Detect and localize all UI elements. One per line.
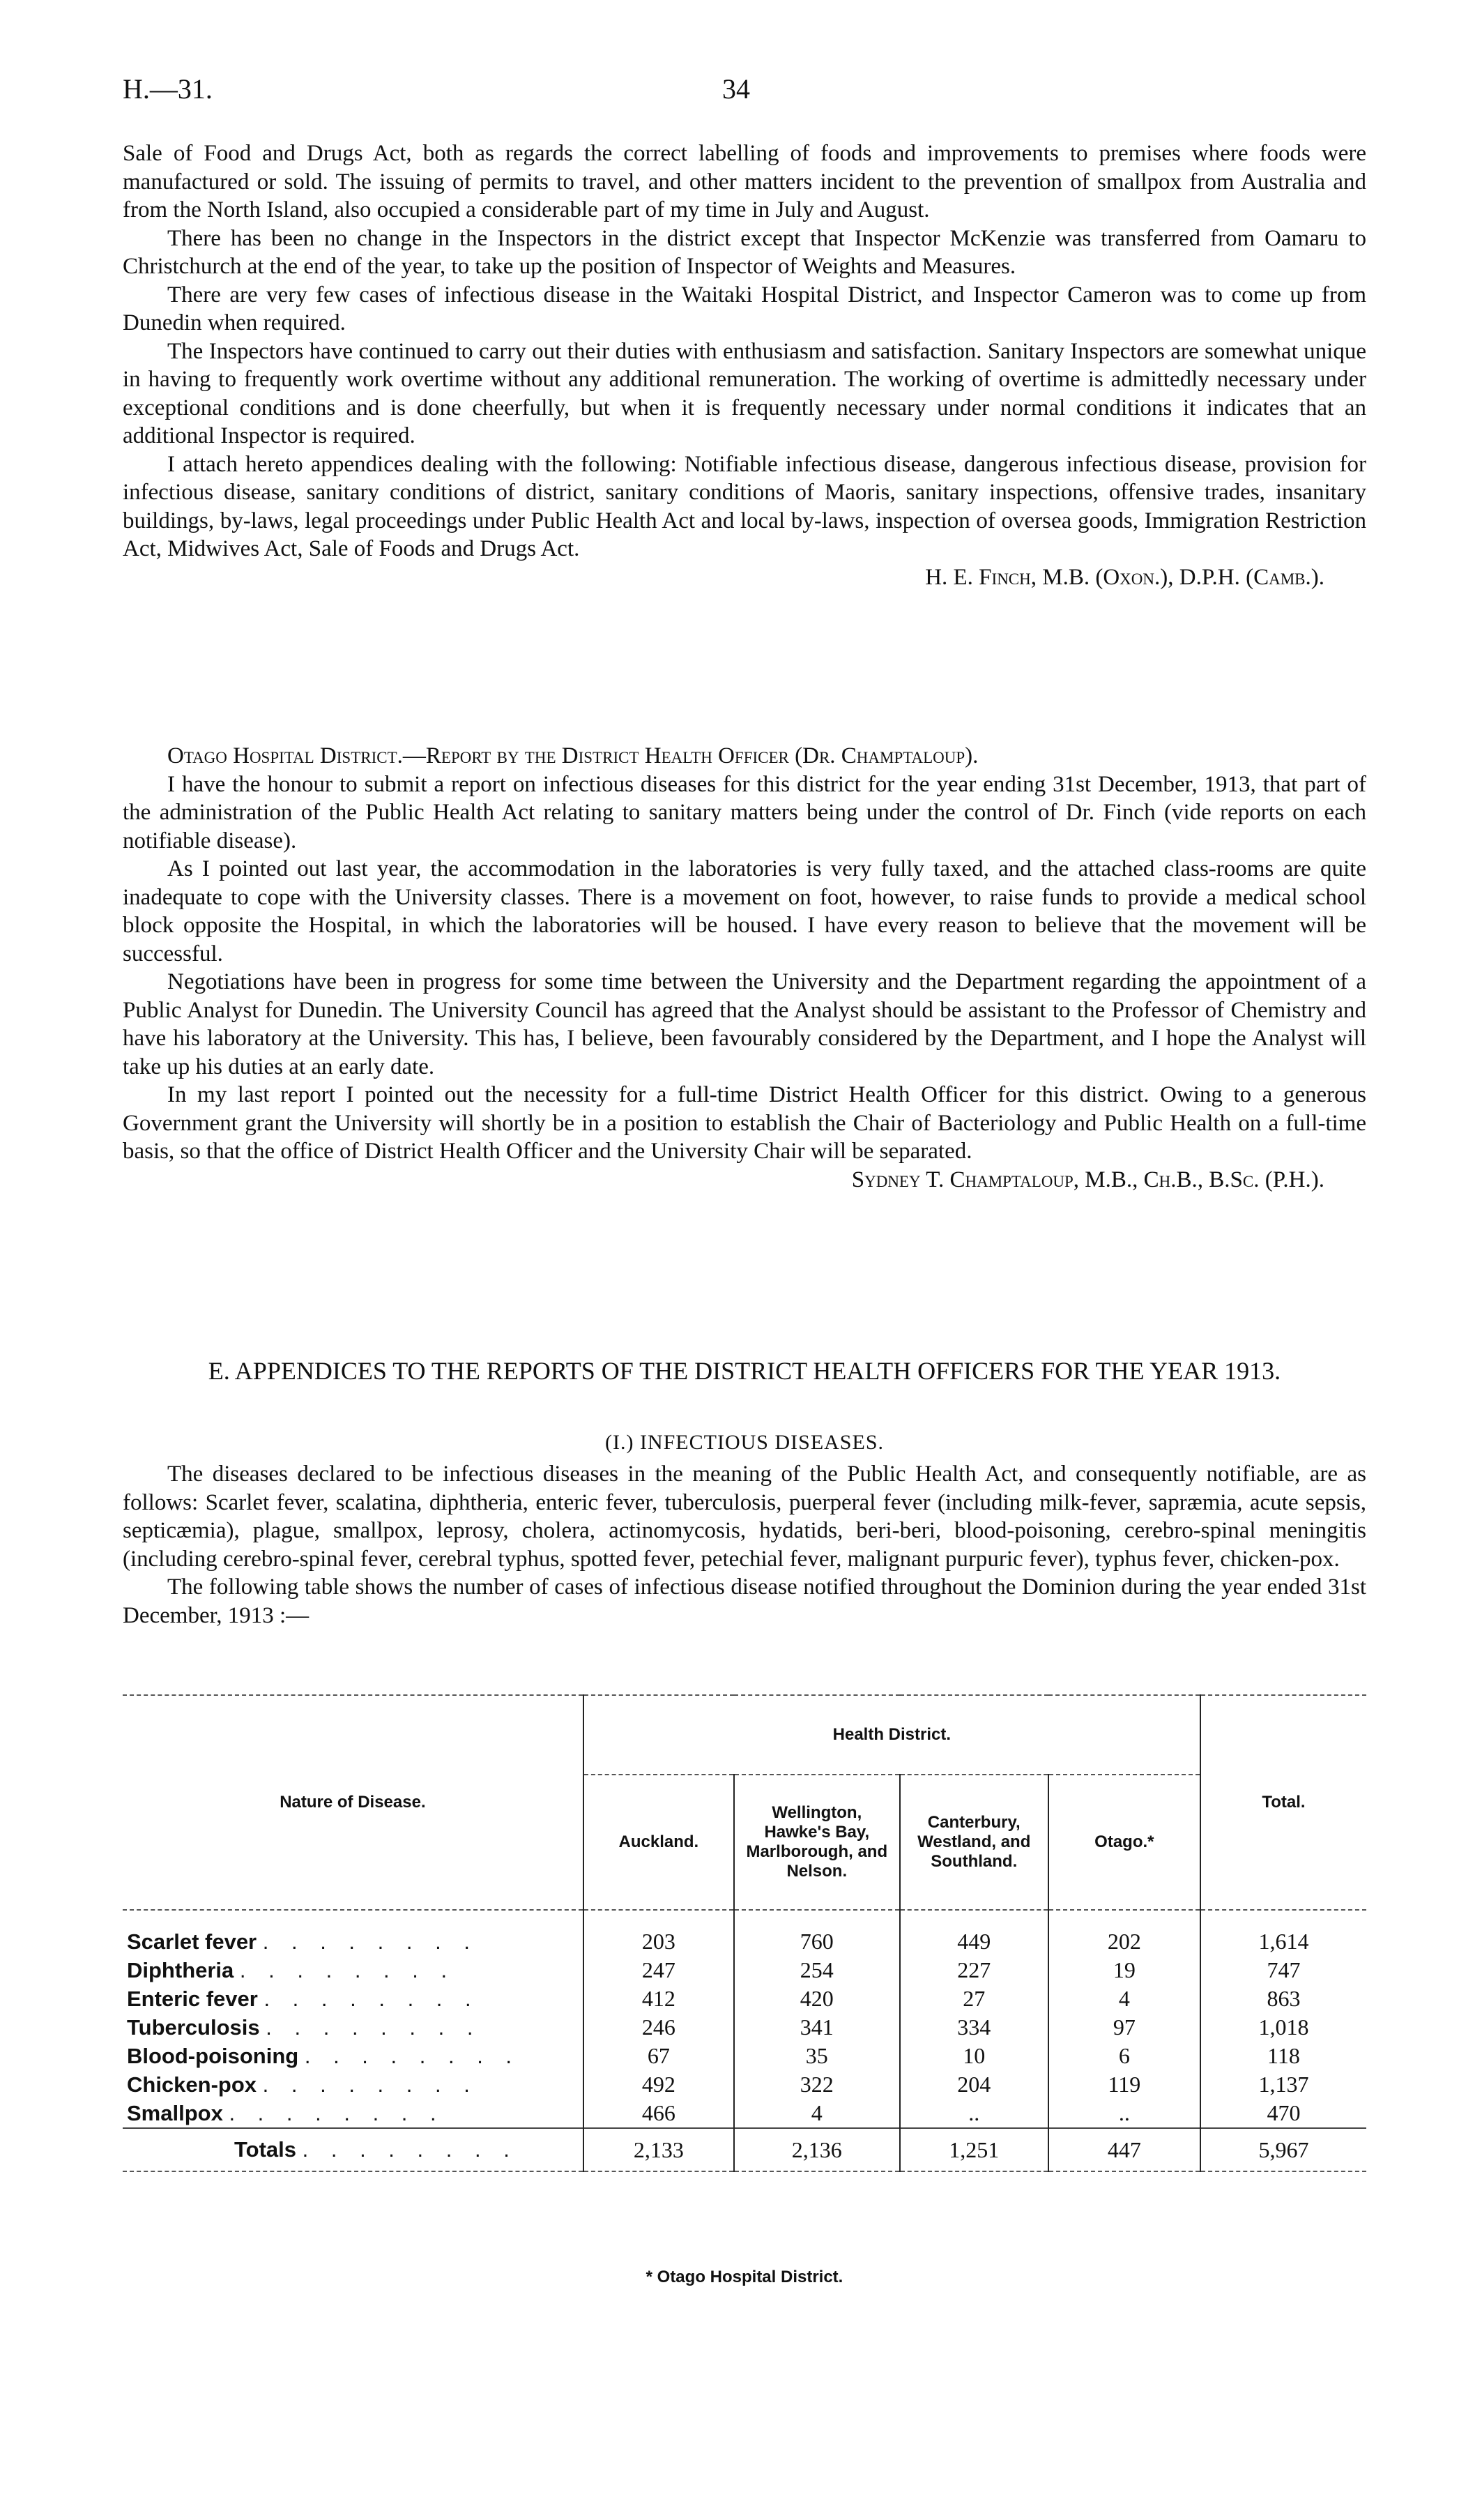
paragraph: In my last report I pointed out the necessity for a full-time District Health Officer for this district. Owing to a generous Government grant the University will shortly be in a position to establish the Chair of Bacteriology and Public Health on a full-time basis, so that the office of District Health Officer and the University Chair will be separated. — [123, 1082, 1366, 1164]
paragraph: Negotiations have been in progress for some time between the University and the Department regarding the appointment of a Public Analyst for Dunedin. The University Council has agreed that the Analyst should be assistant to the Professor of Chemistry and have his laboratory at the University. This has, I believe, been favourably considered by the Department, and I hope the Analyst will take up his duties at an early date. — [123, 969, 1366, 1079]
table-row — [123, 2070, 1366, 2099]
cell-total: 470 — [1200, 2099, 1366, 2128]
cell-canterbury: 27 — [900, 1984, 1048, 2013]
leader-dots: . . . . . . . . — [266, 2015, 482, 2040]
total-otago: 447 — [1048, 2128, 1200, 2171]
col-otago-header: Otago.* — [1048, 1775, 1200, 1910]
cell-total: 747 — [1200, 1956, 1366, 1984]
report-body-top — [123, 139, 1366, 591]
cell-wellington: 322 — [734, 2070, 900, 2099]
table-row — [123, 1927, 1366, 1956]
totals-row — [123, 2128, 1366, 2171]
otago-heading: Otago Hospital District.—Report by the District Health Officer (Dr. Champtaloup). — [167, 743, 979, 768]
table-row — [123, 1984, 1366, 2013]
leader-dots: . . . . . . . . — [229, 2101, 445, 2125]
cell-wellington: 254 — [734, 1956, 900, 1984]
leader-dots: . . . . . . . . — [262, 1929, 478, 1954]
cell-otago: 19 — [1048, 1956, 1200, 1984]
cell-canterbury: 449 — [900, 1927, 1048, 1956]
cell-otago: 4 — [1048, 1984, 1200, 2013]
cell-wellington: 35 — [734, 2042, 900, 2070]
paragraph: I have the honour to submit a report on infectious diseases for this district for the year ending 31st December, 1913, that part of the administration of the Public Health Act relating to sanitary matters being under the control of Dr. Finch (vide reports on each notifiable disease). — [123, 771, 1366, 853]
cell-canterbury: .. — [900, 2099, 1048, 2128]
cell-canterbury: 334 — [900, 2013, 1048, 2042]
cell-auckland: 203 — [583, 1927, 734, 1956]
cell-canterbury: 10 — [900, 2042, 1048, 2070]
cell-otago: 202 — [1048, 1927, 1200, 1956]
cell-otago: 119 — [1048, 2070, 1200, 2099]
cell-auckland: 67 — [583, 2042, 734, 2070]
otago-report — [123, 742, 1366, 1194]
col-auckland-header: Auckland. — [583, 1775, 734, 1910]
paragraph: As I pointed out last year, the accommodation in the laboratories is very fully taxed, and the attached class-rooms are quite inadequate to cope with the University classes. There is a movement on foot, however, to raise funds to provide a medical school block opposite the Hospital, in which the laboratories will be housed. I have every reason to believe that the movement will be successful. — [123, 856, 1366, 966]
paragraph: The diseases declared to be infectious diseases in the meaning of the Public Health Act, and consequently notifiable, are as follows: Scarlet fever, scalatina, diphtheria, enteric fever, tuberculosis, puerperal fever (including milk-fever, sapræmia, acute sepsis, septicæmia), plague, smallpox, leprosy, cholera, actinomycosis, hydatids, beri-beri, blood-poisoning, cerebro-spinal meningitis (including cerebro-spinal fever, cerebral typhus, spotted fever, petechial fever, malignant purpuric fever), typhus fever, chicken-pox. — [123, 1462, 1366, 1572]
appendix-title: E. APPENDICES TO THE REPORTS OF THE DISTRICT HEALTH OFFICERS FOR THE YEAR 1913. — [208, 1357, 1281, 1385]
col-nature-header: Nature of Disease. — [280, 1793, 426, 1812]
table-row — [123, 2042, 1366, 2070]
disease-name: Enteric fever — [127, 1987, 258, 2011]
total-canterbury: 1,251 — [900, 2128, 1048, 2171]
group-header-health-district: Health District. — [583, 1695, 1200, 1775]
appendix-body — [123, 1460, 1366, 1630]
appendix-subtitle: (I.) INFECTIOUS DISEASES. — [605, 1431, 884, 1454]
cell-auckland: 412 — [583, 1984, 734, 2013]
cell-total: 118 — [1200, 2042, 1366, 2070]
cell-auckland: 466 — [583, 2099, 734, 2128]
table-row — [123, 2099, 1366, 2128]
paragraph: There has been no change in the Inspectors in the district except that Inspector McKenzie was transferred from Oamaru to Christchurch at the end of the year, to take up the position of Inspector of Weights and Measures. — [123, 225, 1366, 279]
leader-dots: . . . . . . . . — [262, 2072, 478, 2097]
table-footnote: * Otago Hospital District. — [645, 2268, 843, 2286]
infectious-disease-table — [123, 1694, 1366, 2172]
report-code: H.—31. — [123, 73, 213, 105]
totals-label: Totals — [234, 2137, 296, 2162]
disease-name: Chicken-pox — [127, 2072, 257, 2097]
disease-name: Smallpox — [127, 2101, 223, 2125]
cell-canterbury: 204 — [900, 2070, 1048, 2099]
cell-auckland: 492 — [583, 2070, 734, 2099]
table-row — [123, 2013, 1366, 2042]
leader-dots: . . . . . . . . — [304, 2044, 521, 2068]
page-header — [123, 73, 1366, 114]
cell-total: 1,614 — [1200, 1927, 1366, 1956]
disease-name: Blood-poisoning — [127, 2044, 299, 2068]
leader-dots: . . . . . . . . — [302, 2137, 518, 2162]
table-header-row — [123, 1695, 1366, 1775]
table-row — [123, 1956, 1366, 1984]
paragraph: There are very few cases of infectious disease in the Waitaki Hospital District, and Inspector Cameron was to come up from Dunedin when required. — [123, 282, 1366, 335]
cell-auckland: 247 — [583, 1956, 734, 1984]
cell-total: 863 — [1200, 1984, 1366, 2013]
cell-otago: 6 — [1048, 2042, 1200, 2070]
cell-auckland: 246 — [583, 2013, 734, 2042]
paragraph: The Inspectors have continued to carry out their duties with enthusiasm and satisfaction. Sanitary Inspectors are somewhat unique in having to frequently work overtime without any additional remuneration. The working of overtime is admittedly necessary under exceptional conditions and is done cheerfully, but when it is frequently necessary under normal conditions it indicates that an additional Inspector is required. — [123, 338, 1366, 448]
leader-dots: . . . . . . . . — [239, 1958, 456, 1982]
cell-otago: 97 — [1048, 2013, 1200, 2042]
disease-name: Scarlet fever — [127, 1929, 257, 1954]
paragraph: The following table shows the number of cases of infectious disease notified throughout the Dominion during the year ended 31st December, 1913 :— — [123, 1574, 1366, 1628]
cell-total: 1,018 — [1200, 2013, 1366, 2042]
disease-name: Diphtheria — [127, 1958, 234, 1982]
page-number: 34 — [722, 73, 750, 105]
cell-wellington: 341 — [734, 2013, 900, 2042]
total-wellington: 2,136 — [734, 2128, 900, 2171]
cell-wellington: 4 — [734, 2099, 900, 2128]
col-wellington-header: Wellington, Hawke's Bay, Marlborough, and Nelson. — [734, 1775, 900, 1910]
cell-wellington: 760 — [734, 1927, 900, 1956]
paragraph: I attach hereto appendices dealing with the following: Notifiable infectious disease, dangerous infectious disease, provision for infectious disease, sanitary conditions of district, sanitary conditions of Maoris, sanitary inspections, offensive trades, insanitary buildings, by-laws, legal proceedings under Public Health Act and local by-laws, inspection of oversea goods, Immigration Restriction Act, Midwives Act, Sale of Foods and Drugs Act. — [123, 451, 1366, 561]
signature-finch: H. E. Finch, M.B. (Oxon.), D.P.H. (Camb.). — [925, 564, 1324, 590]
total-auckland: 2,133 — [583, 2128, 734, 2171]
grand-total: 5,967 — [1200, 2128, 1366, 2171]
col-canterbury-header: Canterbury, Westland, and Southland. — [900, 1775, 1048, 1910]
signature-champtaloup: Sydney T. Champtaloup, M.B., Ch.B., B.Sc. (P.H.). — [851, 1167, 1324, 1192]
cell-total: 1,137 — [1200, 2070, 1366, 2099]
col-total-header: Total. — [1200, 1695, 1366, 1910]
cell-wellington: 420 — [734, 1984, 900, 2013]
cell-canterbury: 227 — [900, 1956, 1048, 1984]
disease-name: Tuberculosis — [127, 2015, 260, 2040]
leader-dots: . . . . . . . . — [263, 1987, 480, 2011]
paragraph: Sale of Food and Drugs Act, both as regards the correct labelling of foods and improvements to premises where foods were manufactured or sold. The issuing of permits to travel, and other matters incident to the prevention of smallpox from Australia and from the North Island, also occupied a considerable part of my time in July and August. — [123, 141, 1366, 222]
cell-otago: .. — [1048, 2099, 1200, 2128]
